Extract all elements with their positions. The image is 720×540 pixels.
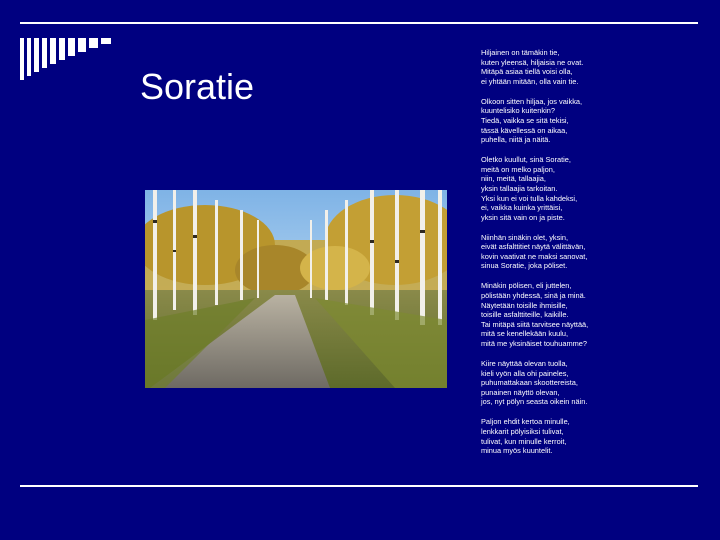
poem-line: lenkkarit pölyisiksi tulivat, — [481, 426, 564, 436]
poem-line: puhella, niitä ja näitä. — [481, 135, 551, 145]
poem-line: tässä kävellessä on aikaa, — [481, 125, 568, 135]
poem-line: Oletko kuullut, sinä Soratie, — [481, 155, 571, 165]
poem-line: kuten yleensä, hiljaisia ne ovat. — [481, 57, 584, 67]
poem-line: sinua Soratie, joka pöliset. — [481, 261, 568, 271]
poem-line: pölistään yhdessä, sinä ja minä. — [481, 291, 586, 301]
poem-line: minua myös kuuntelit. — [481, 446, 553, 456]
poem-line: eivät asfalttitiet näytä välittävän, — [481, 242, 586, 252]
poem-line: Mitäpä asiaa tiellä voisi olla, — [481, 67, 573, 77]
slide-title: Soratie — [140, 66, 255, 107]
poem-line: Tai mitäpä siitä tarvitsee näyttää, — [481, 319, 589, 329]
poem-line: Tiedä, vaikka se sitä tekisi, — [481, 115, 569, 125]
poem-line: mitä se kenellekään kuulu, — [481, 329, 569, 339]
poem-line: kuuntelisiko kuitenkin? — [481, 106, 555, 116]
poem-line: Minäkin pölisen, eli juttelen, — [481, 281, 572, 291]
poem-stanza — [481, 48, 703, 86]
poem-line: tulivat, kun minulle kerroit, — [481, 436, 567, 446]
poem-line: yksin tallaajia tarkoitan. — [481, 183, 558, 193]
poem-line: Kiire näyttää olevan tuolla, — [481, 358, 568, 368]
poem-line: puhumattakaan skoottereista, — [481, 378, 578, 388]
poem-line: kovin vaativat ne maksi sanovat, — [481, 251, 588, 261]
poem-stanza — [481, 281, 703, 348]
poem-line: Hiljainen on tämäkin tie, — [481, 48, 560, 57]
poem-stanza — [481, 233, 703, 271]
poem-line: punainen näyttö olevan, — [481, 387, 560, 397]
poem-stanza — [481, 359, 703, 407]
poem-line: Näytetään toisille ihmisille, — [481, 300, 568, 310]
poem-stanza — [481, 97, 703, 145]
poem-line: kieli vyön alla ohi paineles, — [481, 368, 569, 378]
poem-line: niin, meitä, tallaajia, — [481, 174, 546, 184]
poem-line: yksin sitä vain on ja piste. — [481, 212, 565, 222]
poem-line: meitä on melko paljon, — [481, 164, 555, 174]
poem-line: Yksi kun ei voi tulla kahdeksi, — [481, 193, 578, 203]
poem-line: jos, nyt pölyn seasta oikein näin. — [481, 397, 588, 407]
bottom-divider — [20, 485, 698, 487]
decorative-bars — [14, 30, 134, 80]
poem-stanza — [481, 417, 703, 455]
poem-line: ei, vaikka kuinka yrittäisi, — [481, 203, 563, 213]
poem-line: ei yhtään mitään, olla vain tie. — [481, 76, 579, 86]
top-divider — [20, 22, 698, 24]
poem-line: mitä me yksinäiset touhuamme? — [481, 339, 587, 348]
poem-line: Paljon ehdit kertoa minulle, — [481, 417, 570, 427]
poem-text — [481, 48, 703, 466]
poem-stanza — [481, 155, 703, 222]
poem-line: Olkoon sitten hiljaa, jos vaikka, — [481, 96, 583, 106]
poem-line: Niinhän sinäkin olet, yksin, — [481, 232, 569, 242]
poem-line: toisille asfalttiteille, kaikille. — [481, 310, 569, 320]
birch-forest-road-photo — [145, 190, 447, 388]
